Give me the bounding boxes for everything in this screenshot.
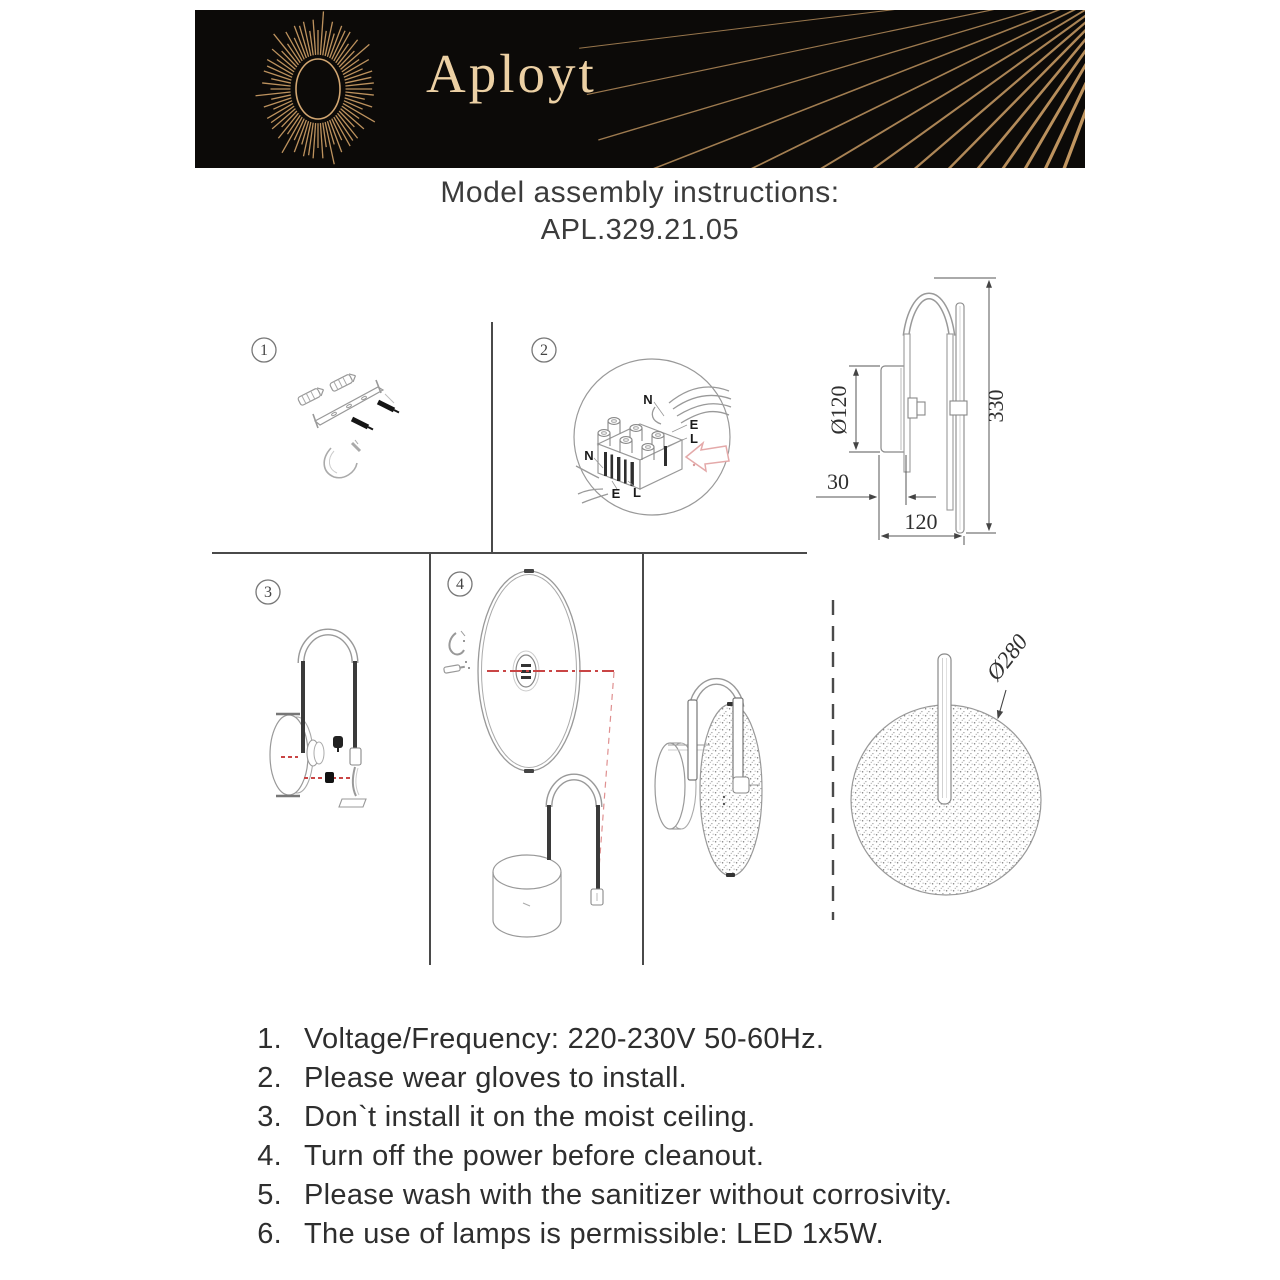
lamp-side-drawing [270,632,366,807]
assembled-lamp-side [655,681,762,877]
led-tube-left [301,661,305,753]
assembly-diagram [180,260,1100,1010]
screw-knob-icon [333,736,343,748]
led-tube-right [353,661,357,749]
brand-banner [195,10,1085,168]
wire-label-n-top: N [643,392,653,407]
instruction-text: Please wash with the sanitizer without corrosivity. [304,1179,953,1211]
instruction-item [232,1020,952,1059]
drum-canopy [493,855,561,889]
wire-label-l-right: L [690,431,698,446]
dim-height: 330 [983,389,1008,423]
shade-ring-drawing [478,569,614,895]
instruction-number: 4. [257,1140,282,1172]
shade-front-view [851,629,1041,895]
wall-anchor-icon [329,372,357,392]
step3-number: 3 [264,584,272,601]
bottom-bracket [339,799,366,807]
mounting-bar [315,387,383,425]
screw-icon [352,419,373,430]
instruction-item [232,1098,952,1137]
instruction-number: 2. [257,1062,282,1094]
led-bar-right [733,698,743,780]
shade-hub [733,777,749,793]
instruction-text: Voltage/Frequency: 220-230V 50-60Hz. [304,1023,825,1055]
instruction-number: 6. [257,1218,282,1250]
led-bar-left [688,700,697,780]
diameter-leader-line [998,690,1006,718]
dim-depth: 30 [827,469,849,494]
lamp-frame-drawing [493,777,603,937]
mount-clamp [908,398,917,418]
instruction-number: 5. [257,1179,282,1211]
step1-number: 1 [260,342,268,359]
model-number: APL.329.21.05 [540,214,740,246]
tool-icons [444,631,470,673]
led-bar-front [938,654,951,804]
dimension-drawing [816,278,1008,545]
wire-label-n-left: N [584,448,594,463]
brand-wordmark: Aployt [426,43,597,104]
instruction-number: 3. [257,1101,282,1133]
wire-label-l-bottom: L [633,485,641,500]
logo-center-oval [296,59,340,119]
sheet-title: Model assembly instructions: [440,176,840,209]
instruction-text: Don`t install it on the moist ceiling. [304,1101,756,1133]
dim-shade-diameter: Ø280 [981,629,1033,686]
banner-art [195,10,1085,168]
title-block [0,176,1280,247]
wire-label-e-bottom: E [611,486,621,501]
dim-width: 120 [904,509,938,534]
instruction-number: 1. [257,1023,282,1055]
wall-canopy [655,743,685,829]
step4-number: 4 [456,576,464,593]
step1-panel [252,338,399,478]
wall-anchor-icon [297,386,325,406]
step3-panel [256,580,366,807]
screw-nut-icon [325,772,334,783]
screw-icon [378,402,399,413]
instruction-item [232,1137,952,1176]
step2-number: 2 [540,342,548,359]
instruction-item [232,1059,952,1098]
inner-tube [947,334,953,510]
dim-plate-diameter: Ø120 [826,385,851,435]
step4-panel [444,569,614,937]
step2-panel [532,338,731,515]
mounting-bracket-drawing [297,372,399,478]
instruction-text: Turn off the power before cleanout. [304,1140,765,1172]
instruction-text: The use of lamps is permissible: LED 1x5W. [304,1218,884,1250]
instruction-item [232,1215,952,1254]
instruction-item [232,1176,952,1215]
small-bracket-part [324,440,360,478]
instruction-list [232,1020,952,1254]
wire-label-e-right: E [689,417,699,432]
bar-hub [950,401,967,415]
instruction-text: Please wear gloves to install. [304,1062,687,1094]
textured-shade-disc [700,704,762,876]
